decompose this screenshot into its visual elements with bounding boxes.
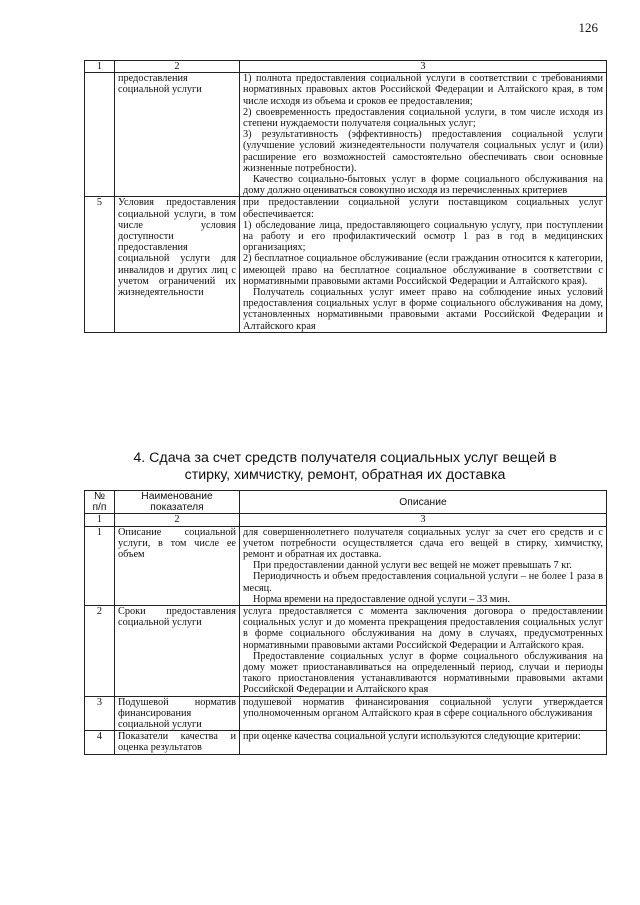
description-paragraph: Норма времени на предоставление одной услуги – 33 мин.	[253, 593, 511, 605]
row-number: 1	[85, 526, 115, 605]
table-row	[85, 526, 607, 605]
indicator-description	[240, 731, 607, 754]
description-paragraph: Качество социально-бытовых услуг в форме социального обслуживания на дому должно оцениваться совокупно исходя из перечисленных критериев	[243, 174, 603, 197]
table-row	[85, 731, 607, 754]
section-heading-line: 4. Сдача за счет средств получателя социальных услуг вещей в	[133, 450, 557, 466]
description-paragraph: подушевой норматив финансирования социальной услуги утверждается уполномоченным органом Алтайского края в сфере социального обслуживания	[243, 696, 603, 719]
header-text: №	[93, 491, 106, 502]
indicator-description	[240, 73, 607, 197]
indicator-name: предоставления социальной услуги	[115, 73, 240, 197]
header-text: п/п	[92, 502, 107, 514]
description-paragraph: 3) результативность (эффективность) предоставления социальной услуги (улучшение условий жизнедеятельности получателя социальных услуг и (или) расширение его возможностей самостоятельно обеспечивать свои основные жизненные потребности).	[243, 129, 603, 174]
description-paragraph: 1) обследование лица, предоставляющего социальную услугу, при поступлении на работу и его профилактический осмотр 1 раз в год в медицинских организациях;	[243, 219, 603, 254]
column-number: 3	[240, 61, 607, 73]
laundry-service-table	[84, 490, 607, 755]
indicator-description	[240, 526, 607, 605]
row-number: 3	[85, 696, 115, 731]
table-header-row	[85, 491, 607, 514]
header-text: Наименование	[141, 491, 213, 502]
description-paragraph: Предоставление социальных услуг в форме социального обслуживания на дому может приостанавливаться на определенный период, случаи и периоды такого приостановления устанавливаются нормативными правовыми актами Российской Федерации и Алтайского края	[243, 650, 603, 696]
description-paragraph: при оценке качества социальной услуги используются следующие критерии:	[243, 731, 581, 743]
table-row	[85, 696, 607, 731]
indicator-name: Сроки предоставления социальной услуги	[115, 606, 240, 697]
header-number	[85, 491, 115, 514]
header-text: показателя	[150, 502, 204, 514]
column-number-row	[85, 61, 607, 73]
description-paragraph: 2) своевременность предоставления социальной услуги, в том числе исходя из степени нуждаемости получателя социальных услуг;	[243, 106, 603, 130]
services-table-continued	[84, 60, 607, 333]
page-number: 126	[578, 20, 598, 35]
column-number-row	[85, 514, 607, 526]
indicator-description	[240, 197, 607, 332]
indicator-name: Описание социальной услуги, в том числе ее объем	[115, 526, 240, 605]
header-description: Описание	[240, 491, 607, 514]
description-paragraph: при предоставлении социальной услуги поставщиком социальных услуг обеспечивается:	[243, 197, 603, 220]
header-name	[115, 491, 240, 514]
description-paragraph: 1) полнота предоставления социальной услуги в соответствии с требованиями нормативных правовых актов Российской Федерации и Алтайского края, в том числе исходя из объема и сроков ее предоставления;	[243, 73, 603, 107]
column-number: 2	[115, 61, 240, 73]
column-number: 1	[85, 61, 115, 73]
row-number: 4	[85, 731, 115, 754]
description-paragraph: Получатель социальных услуг имеет право на соблюдение иных условий предоставления социальных услуг в форме социального обслуживания на дому, установленных нормативными правовыми актами Российской Федерации и Алтайского края	[243, 287, 603, 332]
row-number: 2	[85, 606, 115, 697]
table-row	[85, 197, 607, 332]
section-heading	[100, 450, 590, 484]
column-number: 3	[240, 514, 607, 526]
description-paragraph: При предоставлении данной услуги вес вещей не может превышать 7 кг.	[253, 560, 572, 572]
column-number: 1	[85, 514, 115, 526]
indicator-description	[240, 606, 607, 697]
description-paragraph: услуга предоставляется с момента заключения договора о предоставлении социальных услуг и до момента прекращения предоставления социальных услуг в форме социального обслуживания на дому в случаях, предусмотренных нормативными правовыми актами Российской Федерации и Алтайского края.	[243, 606, 603, 651]
table-row	[85, 73, 607, 197]
column-number: 2	[115, 514, 240, 526]
row-number: 5	[85, 197, 115, 332]
indicator-name: Показатели качества и оценка результатов	[115, 731, 240, 754]
table-row	[85, 606, 607, 697]
indicator-name: Условия предоставления социальной услуги, в том числе условия доступности предоставления социальной услуги для инвалидов и других лиц с учетом ограничений их жизнедеятельности	[115, 197, 240, 332]
section-heading-line: стирку, химчистку, ремонт, обратная их доставка	[184, 467, 506, 483]
indicator-description	[240, 696, 607, 731]
description-paragraph: 2) бесплатное социальное обслуживание (если гражданин относится к категории, имеющей право на бесплатное социальное обслуживание в соответствии с нормативными правовыми актами Российской Федерации и Алтайского края).	[243, 253, 603, 287]
description-paragraph: для совершеннолетнего получателя социальных услуг за счет его средств и с учетом потребности осуществляется сдача его вещей в стирку, химчистку, ремонт и обратная их доставка.	[243, 526, 603, 561]
indicator-name: Подушевой норматив финансирования социальной услуги	[115, 696, 240, 731]
description-paragraph: Периодичность и объем предоставления социальной услуги – не более 1 раза в месяц.	[243, 571, 603, 594]
row-number	[85, 73, 115, 197]
